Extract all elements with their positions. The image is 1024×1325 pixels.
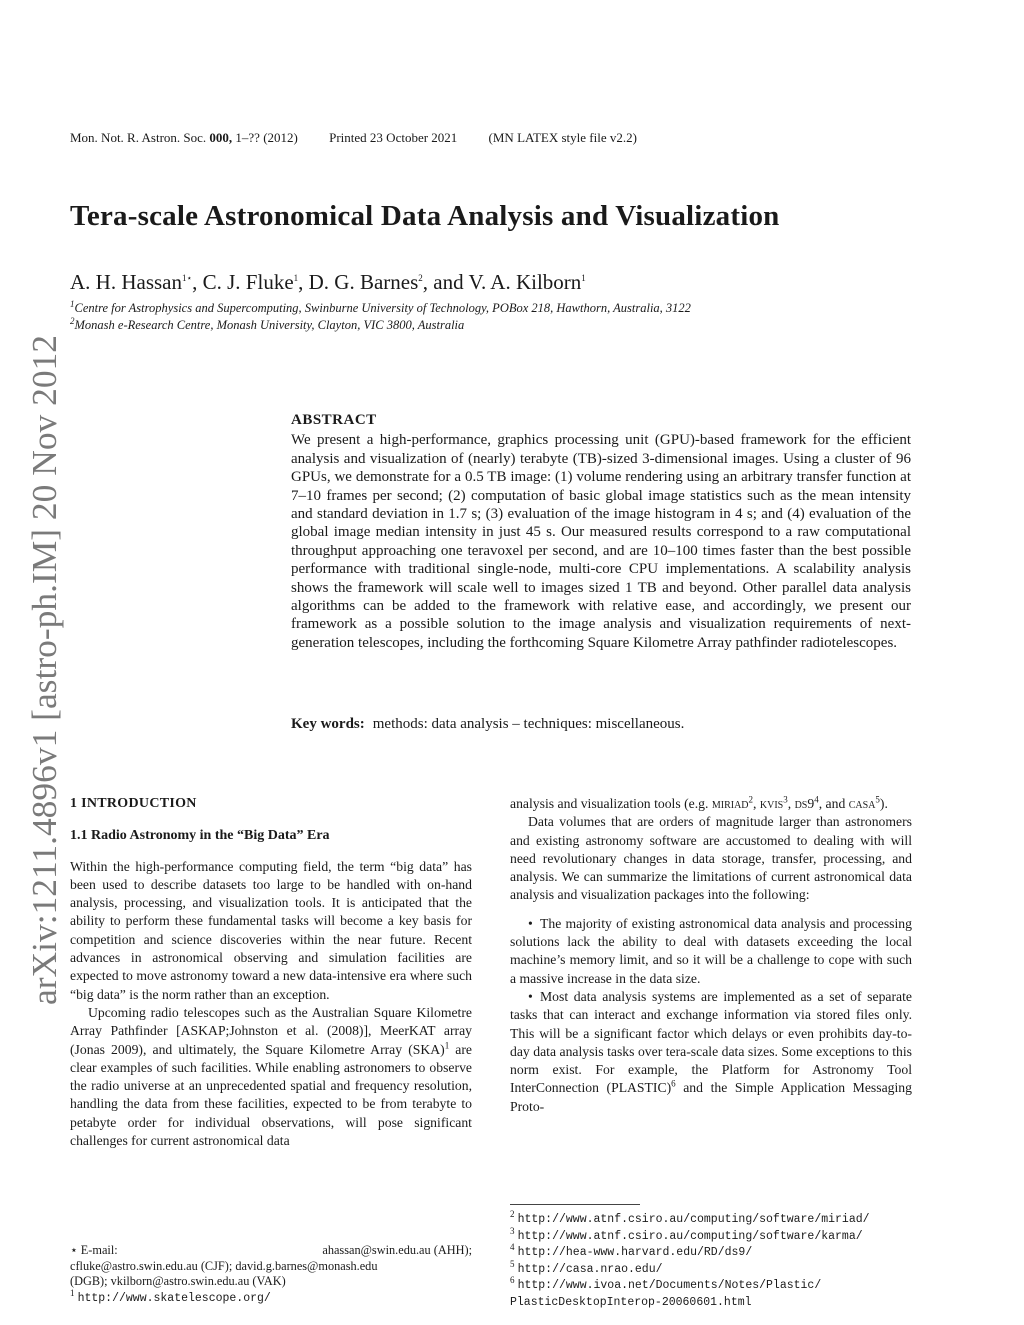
footnote-rule xyxy=(510,1204,640,1205)
list-item: • The majority of existing astronomical data analysis and processing solutions lack the ability to deal with datasets exceeding the local machine’s memory limit, and so it will be a challenge to cope with such a massive increase in the data size. xyxy=(510,915,912,986)
journal-citation: Mon. Not. R. Astron. Soc. 000, 1–?? (2012) xyxy=(70,130,298,145)
style-note: (MN LATEX style file v2.2) xyxy=(488,130,637,145)
data-volumes-paragraph: Data volumes that are orders of magnitude larger than astronomers and existing astronomy software are accustomed to dealing with will need revolutionary changes in data storage, transfer, processing, and analysis. We can summarize the limitations of current astronomical data analysis and visualization packages into the following: xyxy=(510,814,912,903)
footnote-5: $^5$ http://casa.nrao.edu/ xyxy=(510,1258,663,1276)
subsection-heading: 1.1 Radio Astronomy in the “Big Data” Era xyxy=(70,828,330,844)
limitations-list xyxy=(510,915,912,1116)
footnote-1: $^1$ http://www.skatelescope.org/ xyxy=(70,1287,271,1305)
right-footnotes xyxy=(510,1208,912,1310)
footnote-4: $^4$ http://hea-www.harvard.edu/RD/ds9/ xyxy=(510,1241,753,1259)
footnote-2-link[interactable]: http://www.atnf.csiro.au/computing/software/miriad/ xyxy=(517,1213,870,1226)
printed-date: Printed 23 October 2021 xyxy=(329,130,458,145)
keywords xyxy=(291,716,684,733)
right-column xyxy=(510,795,912,1116)
intro-paragraph-1: Within the high-performance computing field, the term “big data” has been used to describe datasets too large to be handled with on-hand analysis, processing, and visualization tools. It is anticipated that the ability to perform these fundamental tasks will become a key basis for competition and science discoveries within the near future. Recent advances in astronomical observing and simulation facilities are expected to move astronomy toward a new data-intensive era where such “big data” is the norm rather than an exception. xyxy=(70,858,472,1002)
paper-title: Tera-scale Astronomical Data Analysis and Visualization xyxy=(70,200,780,232)
abstract-text: We present a high-performance, graphics processing unit (GPU)-based framework for the efficient analysis and visualization of (nearly) terabyte (TB)-sized 3-dimensional images. Using a cluster of 96 GPUs, we demonstrate for a 0.5 TB image: (1) volume rendering using an arbitrary transfer function at 7–10 frames per second; (2) computation of basic global image statistics such as the mean intensity and standard deviation in 1.7 s; (3) evaluation of the image histogram in 4 s; and (4) evaluation of the global image median intensity in just 45 s. Our measured results correspond to a raw computational throughput approaching one teravoxel per second, and are 10–100 times faster than the best possible performance with traditional single-node, multi-core CPU implementations. A scalability analysis shows the framework will scale well to images sized 1 TB and beyond. Other parallel data analysis algorithms can be added to the framework with relative ease, and accordingly, we present our framework as a possible solution to the image analysis and visualization requirements of next-generation telescopes, including the forthcoming Square Kilometre Array pathfinder radiotelescopes. xyxy=(291,432,911,651)
affiliation-1: $^1$Centre for Astrophysics and Supercomputing, Swinburne University of Technology, POBox 218, Hawthorn, Australia, 3122 xyxy=(70,298,691,315)
footnote-2: $^2$ http://www.atnf.csiro.au/computing/software/miriad/ xyxy=(510,1208,870,1226)
keywords-text: methods: data analysis – techniques: miscellaneous. xyxy=(372,716,685,732)
section-heading: 1 INTRODUCTION xyxy=(70,796,197,811)
footnote-1-link[interactable]: http://www.skatelescope.org/ xyxy=(77,1291,271,1305)
keywords-label: Key words: xyxy=(291,716,365,732)
email-footnote: ⋆ E-mail: ahassan@swin.edu.au (AHH); xyxy=(70,1243,472,1257)
arxiv-identifier: arXiv:1211.4896v1 [astro-ph.IM] 20 Nov 2012 xyxy=(25,343,64,1005)
left-footnotes xyxy=(70,1243,472,1306)
affiliation-2: $^2$Monash e-Research Centre, Monash University, Clayton, VIC 3800, Australia xyxy=(70,315,465,332)
footnote-5-link[interactable]: http://casa.nrao.edu/ xyxy=(517,1262,663,1276)
intro-paragraph-2: Upcoming radio telescopes such as the Australian Square Kilometre Array Pathfinder [ASKAP;Johnston et al. (2008)], MeerKAT array (Jonas 2009), and ultimately, the Square Kilometre Array (SKA)$^1$ are clear examples of such facilities. While enabling astronomers to observe the radio universe at an unprecedented spatial and frequency resolution, handling the data from these facilities, expected to be from terabyte to petabyte order for individual observations, will pose significant challenges for current astronomical data xyxy=(70,1004,472,1149)
footnote-6: $^6$ http://www.ivoa.net/Documents/Notes/Plastic/ xyxy=(510,1274,822,1292)
footnote-3-link[interactable]: http://www.atnf.csiro.au/computing/software/karma/ xyxy=(517,1229,863,1243)
tools-paragraph: analysis and visualization tools (e.g. miriad$^2$, kvis$^3$, $ds9^4$, and casa$^5$). xyxy=(510,794,888,811)
arxiv-sidebar-stamp xyxy=(8,325,68,1015)
left-column xyxy=(70,795,472,1150)
email-line-2: cfluke@astro.swin.edu.au (CJF); david.g.barnes@monash.edu xyxy=(70,1258,378,1273)
email-line-3: (DGB); vkilborn@astro.swin.edu.au (VAK) xyxy=(70,1274,286,1288)
author-list: A. H. Hassan$^{1⋆}$, C. J. Fluke$^1$, D. G. Barnes$^2$, and V. A. Kilborn$^1$ xyxy=(70,270,586,294)
running-header xyxy=(70,130,665,146)
abstract-heading: ABSTRACT xyxy=(291,412,377,428)
footnote-6-link[interactable]: http://www.ivoa.net/Documents/Notes/Plastic/ xyxy=(517,1279,822,1292)
footnote-3: $^3$ http://www.atnf.csiro.au/computing/software/karma/ xyxy=(510,1225,863,1243)
abstract-block xyxy=(291,411,911,652)
list-item: • Most data analysis systems are implemented as a set of separate tasks that can interact and exchange information via stored files only. This will be a significant factor which delays or even prohibits day-to-day data analysis tasks over tera-scale data sizes. Some exceptions to this norm exist. For example, the Platform for Astronomy Tool InterConnection (PLASTIC)$^6$ and the Simple Application Messaging Proto- xyxy=(510,988,912,1114)
footnote-4-link[interactable]: http://hea-www.harvard.edu/RD/ds9/ xyxy=(517,1246,753,1259)
footnote-6-continued: PlasticDesktopInterop-20060601.html xyxy=(510,1295,752,1309)
